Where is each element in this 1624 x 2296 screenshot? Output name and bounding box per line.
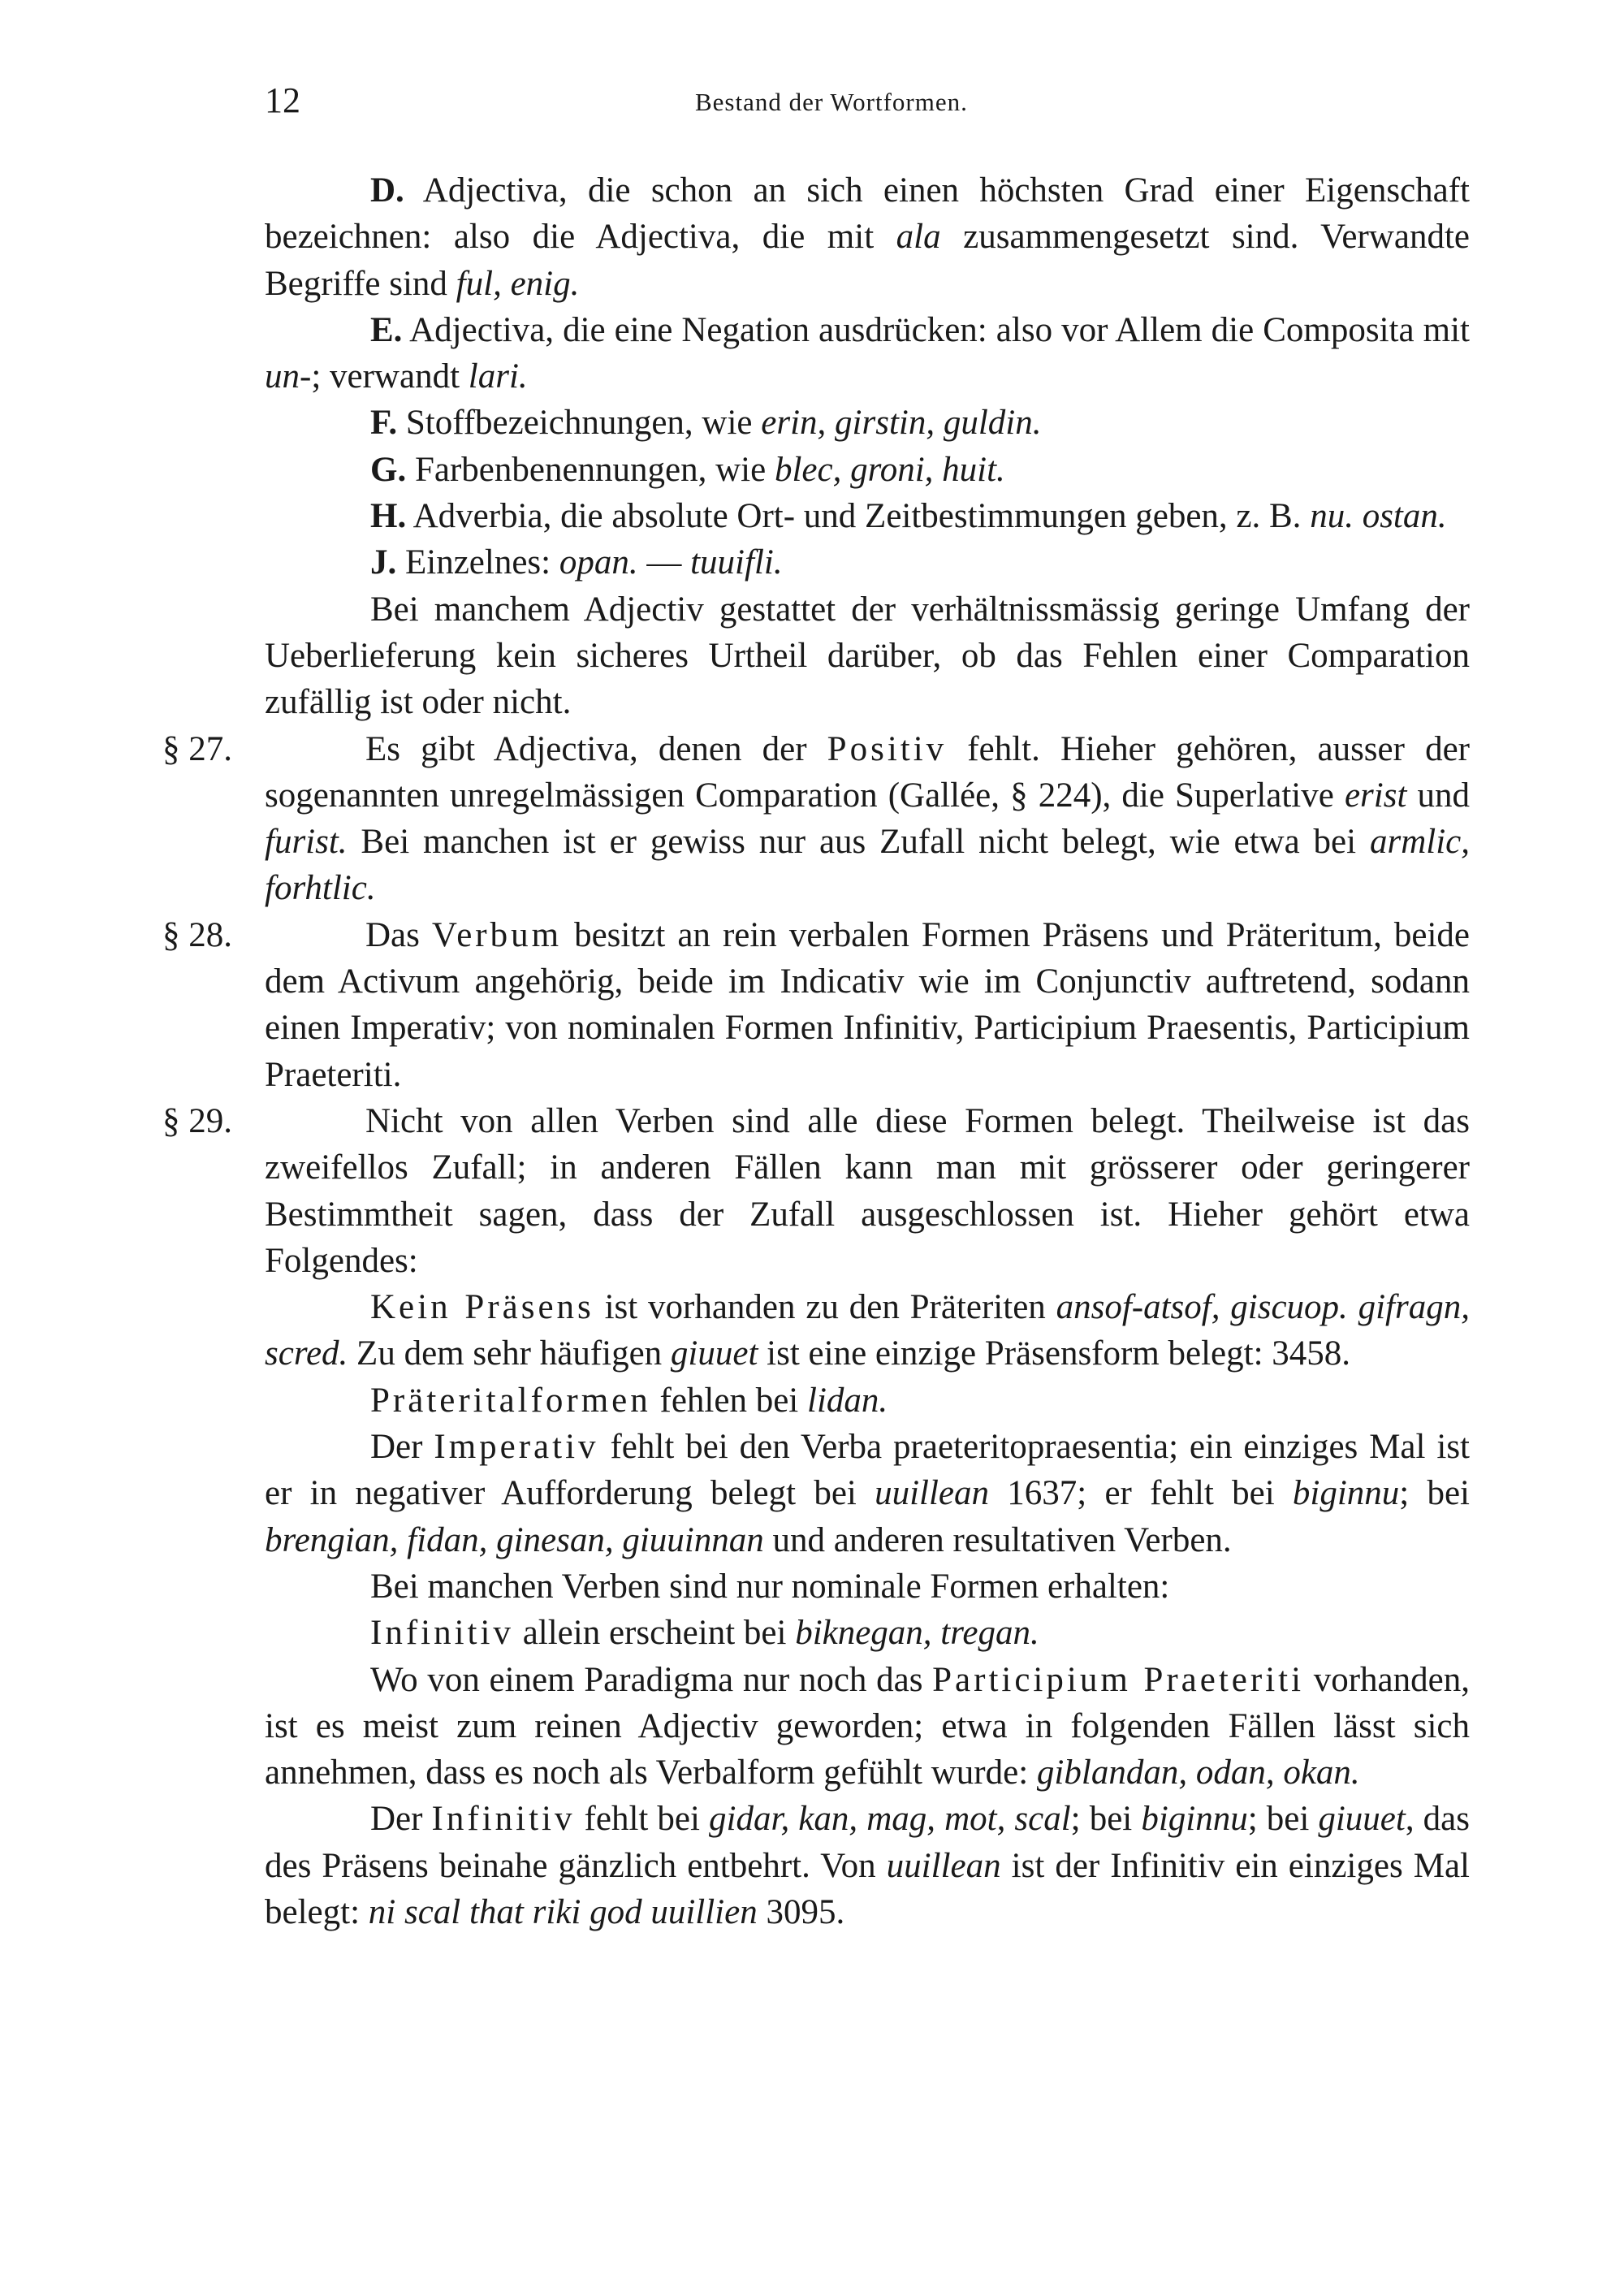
text-run: Nicht von allen Verben sind alle diese Formen belegt. Theilweise ist das zweifellos Zufall; in anderen Fällen kann man mit grösserer oder geringerer Bestimmtheit sagen, dass der Zufall ausgeschlossen ist. Hieher gehört etwa Folgendes:	[265, 1101, 1470, 1280]
text-run: Das	[365, 915, 432, 954]
spaced-term: Kein Präsens	[370, 1288, 594, 1327]
section-number: § 28.	[162, 915, 232, 954]
text-run: Adverbia, die absolute Ort- und Zeitbestimmungen geben, z. B.	[412, 497, 1311, 536]
italic-term: giblandan, odan, okan.	[1036, 1753, 1360, 1792]
text-run: Farbenbenennungen, wie	[414, 450, 775, 489]
list-item	[265, 493, 1470, 539]
text-run: fehlt bei den Verba praeteritopraesentia; ein einziges Mal ist er in negativer Aufforderung belegt bei	[265, 1428, 1470, 1513]
paragraph-imperativ	[265, 1424, 1470, 1563]
text-run: ; bei	[1247, 1800, 1319, 1839]
italic-term: biginnu	[1141, 1800, 1248, 1839]
list-item	[265, 307, 1470, 400]
text-run: , das des Präsens beinahe gänzlich entbehrt. Von	[265, 1800, 1470, 1885]
text-run: Adjectiva, die schon an sich einen höchsten Grad einer Eigenschaft bezeichnen: also die Adjectiva, die mit	[265, 171, 1471, 257]
text-run: Der	[370, 1428, 434, 1467]
spaced-term: Positiv	[827, 729, 948, 768]
text-run: Der	[370, 1800, 432, 1839]
list-item	[265, 539, 1470, 586]
text-run: ist eine einzige Präsensform belegt: 3458.	[758, 1334, 1351, 1373]
text-run: Es gibt Adjectiva, denen der	[365, 729, 827, 768]
text-run: Bei manchen ist er gewiss nur aus Zufall nicht belegt, wie etwa bei	[347, 823, 1370, 862]
italic-term: ful, enig.	[456, 264, 580, 303]
paragraph-infinitiv-allein	[265, 1610, 1470, 1656]
section-number: § 29.	[162, 1101, 232, 1140]
spaced-term: Infinitiv	[431, 1800, 576, 1839]
italic-term: giuuet	[670, 1334, 758, 1373]
paragraph-praeteritalformen	[265, 1377, 1470, 1424]
spaced-term: Verbum	[431, 915, 563, 954]
text-run: und	[1406, 776, 1471, 815]
text-run: ; verwandt	[311, 357, 469, 396]
italic-term: biginnu	[1292, 1474, 1400, 1513]
text-run: —	[637, 543, 691, 582]
text-run: 1637; er fehlt bei	[989, 1474, 1293, 1513]
paragraph-adjectiv-umfang	[265, 586, 1470, 726]
text-run: fehlt. Hieher gehören, ausser der sogenannten unregelmässigen Comparation (Gallée, § 224), die Superlative	[265, 729, 1470, 815]
item-key: D.	[370, 171, 404, 210]
paragraph-29	[162, 1098, 1470, 1284]
text-run: ist vorhanden zu den Präteriten	[594, 1288, 1056, 1327]
paragraph-kein-praesens	[265, 1284, 1470, 1377]
text-run: fehlt bei	[575, 1800, 710, 1839]
italic-term: ala	[896, 218, 941, 257]
page-number: 12	[265, 80, 300, 120]
text-run: Wo von einem Paradigma nur noch das	[370, 1660, 933, 1699]
spaced-term: Imperativ	[434, 1428, 599, 1467]
list-item	[265, 400, 1470, 446]
section-number: § 27.	[162, 729, 232, 768]
text-run: ; bei	[1070, 1800, 1142, 1839]
paragraph-nominale	[265, 1563, 1470, 1610]
running-header	[265, 80, 1483, 128]
italic-term: lari.	[468, 357, 528, 396]
text-run: besitzt an rein verbalen Formen Präsens und Präteritum, beide dem Activum angehörig, beide im Indicativ wie im Conjunctiv auftretend, sodann einen Imperativ; von nominalen Formen Infinitiv, Participium Praesentis, Participium Praeteriti.	[265, 915, 1470, 1094]
italic-term: uuillean	[875, 1474, 990, 1513]
italic-term: ansof-atsof, giscuop. gifragn, scred.	[265, 1288, 1470, 1373]
text-run: Adjectiva, die eine Negation ausdrücken: also vor Allem die Composita mit	[409, 310, 1470, 349]
text-run: Stoffbezeichnungen, wie	[405, 404, 762, 443]
running-title: Bestand der Wortformen.	[695, 88, 968, 116]
text-run: ; bei	[1399, 1474, 1471, 1513]
italic-term: erin, girstin, guldin.	[761, 404, 1042, 443]
italic-term: opan.	[559, 543, 638, 582]
text-run: Einzelnes:	[405, 543, 559, 582]
italic-term: blec, groni, huit.	[774, 450, 1005, 489]
paragraph-paradigma	[265, 1657, 1470, 1797]
paragraph-infinitiv-fehlt	[265, 1796, 1470, 1935]
text-run: allein erscheint bei	[513, 1614, 796, 1653]
text-run: fehlen bei	[650, 1381, 808, 1420]
italic-term: giuuet	[1318, 1800, 1406, 1839]
italic-term: uuillean	[886, 1846, 1001, 1885]
text-run: Bei manchen Verben sind nur nominale Formen erhalten:	[370, 1567, 1170, 1606]
italic-term: lidan.	[807, 1381, 888, 1420]
italic-term: ni scal that riki god uuillien	[368, 1892, 758, 1931]
item-key: E.	[370, 310, 403, 349]
text-run: ist der Infinitiv ein einziges Mal belegt:	[265, 1846, 1470, 1931]
paragraph-27	[162, 726, 1471, 912]
italic-term: nu. ostan.	[1310, 497, 1447, 536]
page-body	[162, 167, 1471, 1935]
text-run: zusammengesetzt sind. Verwandte Begriffe sind	[265, 218, 1470, 303]
list-item	[265, 167, 1470, 307]
italic-term: erist	[1344, 776, 1407, 815]
text-run: vorhanden, ist es meist zum reinen Adjectiv geworden; etwa in folgenden Fällen lässt sich annehmen, dass es noch als Verbalform gefühlt wurde:	[265, 1660, 1470, 1792]
spaced-term: Präteritalformen	[370, 1381, 651, 1420]
item-key: H.	[370, 497, 407, 536]
text-run: und anderen resultativen Verben.	[763, 1520, 1232, 1559]
item-key: G.	[370, 450, 407, 489]
paragraph-28	[162, 912, 1470, 1098]
list-item	[265, 447, 1470, 493]
italic-term: tuuifli.	[690, 543, 783, 582]
spaced-term: Participium Praeteriti	[932, 1660, 1305, 1699]
text-run: 3095.	[757, 1892, 845, 1931]
item-key: J.	[370, 543, 397, 582]
italic-term: armlic, forhtlic.	[265, 823, 1470, 908]
italic-term: brengian, fidan, ginesan, giuuinnan	[265, 1520, 764, 1559]
italic-term: furist.	[265, 823, 348, 862]
italic-term: gidar, kan, mag, mot, scal	[709, 1800, 1071, 1839]
text-run: Bei manchem Adjectiv gestattet der verhältnissmässig geringe Umfang der Ueberlieferung kein sicheres Urtheil darüber, ob das Fehlen einer Comparation zufällig ist oder nicht.	[265, 590, 1470, 722]
item-key: F.	[370, 404, 398, 443]
italic-term: biknegan, tregan.	[795, 1614, 1039, 1653]
text-run: Zu dem sehr häufigen	[348, 1334, 671, 1373]
spaced-term: Infinitiv	[370, 1614, 514, 1653]
italic-term: un-	[265, 357, 312, 396]
